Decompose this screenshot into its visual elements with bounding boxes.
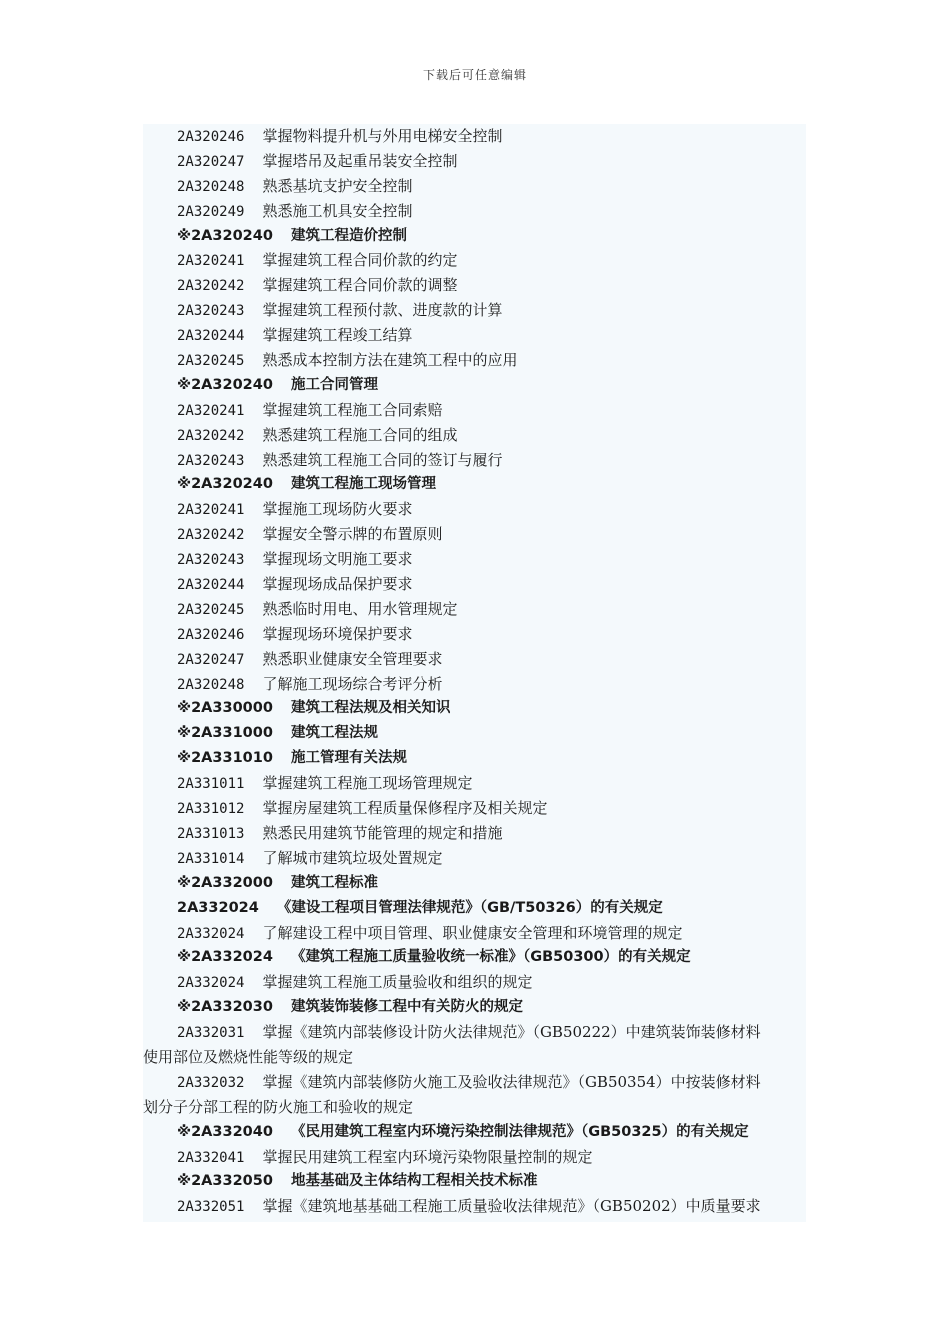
outline-item-line — [143, 398, 806, 423]
item-code: 2A332024 — [177, 975, 245, 992]
item-text: 建筑工程法规及相关知识 — [290, 700, 451, 717]
outline-item-line — [143, 1145, 806, 1170]
item-text: 掌握建筑工程预付款、进度款的计算 — [262, 301, 503, 320]
section-heading-line — [143, 896, 806, 921]
item-code: 2A332024 — [177, 899, 259, 916]
outline-item-line — [143, 572, 806, 597]
item-code: 2A320246 — [177, 129, 245, 145]
outline-item-line — [143, 921, 806, 946]
outline-item-line — [143, 423, 806, 448]
item-text: 建筑装饰装修工程中有关防火的规定 — [290, 999, 523, 1016]
item-code: 2A320242 — [177, 527, 245, 544]
item-code: ※2A332000 — [177, 874, 273, 891]
item-text: 《建筑工程施工质量验收统一标准》（GB50300）的有关规定 — [290, 949, 691, 966]
section-heading-line — [143, 995, 806, 1020]
item-text: 掌握建筑工程施工现场管理规定 — [262, 774, 473, 793]
page-header: 下载后可任意编辑 — [422, 68, 527, 82]
item-code: 2A320243 — [177, 552, 245, 569]
item-text: 掌握建筑工程竣工结算 — [262, 326, 413, 345]
outline-item-line — [143, 149, 806, 174]
item-text: 掌握现场环境保护要求 — [262, 624, 413, 643]
item-text: 建筑工程法规 — [290, 725, 378, 742]
item-text: 施工合同管理 — [290, 376, 378, 393]
document-body — [143, 124, 806, 1222]
item-text: 熟悉职业健康安全管理要求 — [262, 649, 443, 668]
outline-item-line — [143, 672, 806, 697]
section-heading-line — [143, 945, 806, 970]
outline-item-line — [143, 597, 806, 622]
item-code: 2A320245 — [177, 353, 245, 370]
item-code: ※2A320240 — [177, 476, 273, 493]
outline-item-line — [143, 199, 806, 224]
item-code: ※2A332024 — [177, 949, 273, 966]
item-text: 掌握建筑工程合同价款的调整 — [262, 276, 458, 295]
section-heading-line — [143, 472, 806, 497]
item-text: 熟悉建筑工程施工合同的签订与履行 — [262, 450, 503, 469]
item-code: 2A320243 — [177, 303, 245, 320]
outline-item-line — [143, 846, 806, 871]
item-code: 2A332032 — [177, 1074, 245, 1091]
outline-item-line — [143, 298, 806, 323]
item-text: 掌握现场文明施工要求 — [262, 550, 413, 569]
outline-item-line — [143, 1095, 806, 1120]
item-code: 2A332041 — [177, 1149, 245, 1166]
item-code: 2A320248 — [177, 676, 245, 693]
item-code: 2A320245 — [177, 601, 245, 618]
section-heading-line — [143, 373, 806, 398]
item-code: 2A320244 — [177, 328, 245, 345]
section-heading-line — [143, 721, 806, 746]
section-heading-line — [143, 224, 806, 249]
item-code: 2A320244 — [177, 577, 245, 594]
item-text: 掌握施工现场防火要求 — [262, 500, 413, 519]
item-text: 地基基础及主体结构工程相关技术标准 — [290, 1173, 538, 1190]
item-text: 熟悉基坑支护安全控制 — [262, 176, 413, 195]
item-code: 2A331014 — [177, 850, 245, 867]
item-code: 2A320242 — [177, 278, 245, 295]
outline-item-line — [143, 348, 806, 373]
item-text: 掌握《建筑内部装修设计防火法律规范》（GB50222）中建筑装饰装修材料 — [262, 1023, 761, 1042]
item-code: 2A320246 — [177, 626, 245, 643]
item-text: 掌握安全警示牌的布置原则 — [262, 525, 443, 544]
item-code: 2A320241 — [177, 502, 245, 519]
item-text: 建筑工程施工现场管理 — [290, 476, 436, 493]
item-text: 《建设工程项目管理法律规范》（GB/T50326）的有关规定 — [276, 899, 663, 916]
item-code: 2A320241 — [177, 253, 245, 270]
item-text: 掌握物料提升机与外用电梯安全控制 — [262, 127, 503, 145]
item-code: ※2A331010 — [177, 750, 273, 767]
outline-item-line — [143, 1194, 806, 1219]
item-text: 掌握房屋建筑工程质量保修程序及相关规定 — [262, 799, 548, 818]
item-text: 了解建设工程中项目管理、职业健康安全管理和环境管理的规定 — [262, 923, 683, 942]
item-code: ※2A330000 — [177, 700, 273, 717]
item-code: ※2A331000 — [177, 725, 273, 742]
item-code: 2A320243 — [177, 452, 245, 469]
outline-item-line — [143, 497, 806, 522]
item-code: 2A331012 — [177, 801, 245, 818]
item-code: ※2A320240 — [177, 376, 273, 393]
outline-item-line — [143, 1045, 806, 1070]
outline-item-line — [143, 647, 806, 672]
item-code: 2A332031 — [177, 1025, 245, 1042]
outline-item-line — [143, 547, 806, 572]
outline-item-line — [143, 771, 806, 796]
item-text: 掌握塔吊及起重吊装安全控制 — [262, 151, 458, 170]
section-heading-line — [143, 696, 806, 721]
item-text: 熟悉施工机具安全控制 — [262, 201, 413, 220]
item-code: 2A320242 — [177, 427, 245, 444]
outline-item-line — [143, 1020, 806, 1045]
item-code: 2A331011 — [177, 776, 245, 793]
item-text: 了解城市建筑垃圾处置规定 — [262, 848, 443, 867]
item-text: 建筑工程造价控制 — [290, 227, 407, 244]
item-text: 掌握建筑工程施工合同索赔 — [262, 400, 443, 419]
item-code: 2A331013 — [177, 825, 245, 842]
item-text: 掌握建筑工程合同价款的约定 — [262, 251, 458, 270]
item-code: 2A320248 — [177, 178, 245, 195]
item-text: 熟悉临时用电、用水管理规定 — [262, 599, 458, 618]
item-text: 掌握《建筑内部装修防火施工及验收法律规范》（GB50354）中按装修材料 — [262, 1072, 761, 1091]
outline-item-line — [143, 970, 806, 995]
item-text: 使用部位及燃烧性能等级的规定 — [143, 1047, 354, 1066]
item-text: 《民用建筑工程室内环境污染控制法律规范》（GB50325）的有关规定 — [290, 1123, 749, 1140]
item-text: 掌握《建筑地基基础工程施工质量验收法律规范》（GB50202）中质量要求 — [262, 1197, 761, 1216]
item-code: 2A332051 — [177, 1199, 245, 1216]
item-code: 2A320247 — [177, 153, 245, 170]
item-text: 熟悉建筑工程施工合同的组成 — [262, 425, 458, 444]
item-text: 掌握民用建筑工程室内环境污染物限量控制的规定 — [262, 1147, 593, 1166]
section-heading-line — [143, 1120, 806, 1145]
item-code: 2A320249 — [177, 203, 245, 220]
outline-item-line — [143, 622, 806, 647]
outline-item-line — [143, 821, 806, 846]
item-text: 熟悉成本控制方法在建筑工程中的应用 — [262, 351, 518, 370]
outline-item-line — [143, 174, 806, 199]
item-code: ※2A332030 — [177, 999, 273, 1016]
item-text: 施工管理有关法规 — [290, 750, 407, 767]
item-code: 2A320241 — [177, 402, 245, 419]
outline-item-line — [143, 124, 806, 149]
item-code: ※2A332040 — [177, 1123, 273, 1140]
item-text: 掌握建筑工程施工质量验收和组织的规定 — [262, 973, 533, 992]
outline-item-line — [143, 448, 806, 473]
section-heading-line — [143, 746, 806, 771]
item-code: ※2A320240 — [177, 227, 273, 244]
section-heading-line — [143, 871, 806, 896]
item-text: 了解施工现场综合考评分析 — [262, 674, 443, 693]
outline-item-line — [143, 323, 806, 348]
item-text: 建筑工程标准 — [290, 874, 378, 891]
item-text: 掌握现场成品保护要求 — [262, 575, 413, 594]
item-code: 2A332024 — [177, 925, 245, 942]
outline-item-line — [143, 248, 806, 273]
section-heading-line — [143, 1169, 806, 1194]
item-text: 熟悉民用建筑节能管理的规定和措施 — [262, 823, 503, 842]
item-text: 划分子分部工程的防火施工和验收的规定 — [143, 1097, 414, 1116]
outline-item-line — [143, 273, 806, 298]
outline-item-line — [143, 522, 806, 547]
item-code: 2A320247 — [177, 651, 245, 668]
outline-item-line — [143, 1070, 806, 1095]
outline-item-line — [143, 796, 806, 821]
item-code: ※2A332050 — [177, 1173, 273, 1190]
